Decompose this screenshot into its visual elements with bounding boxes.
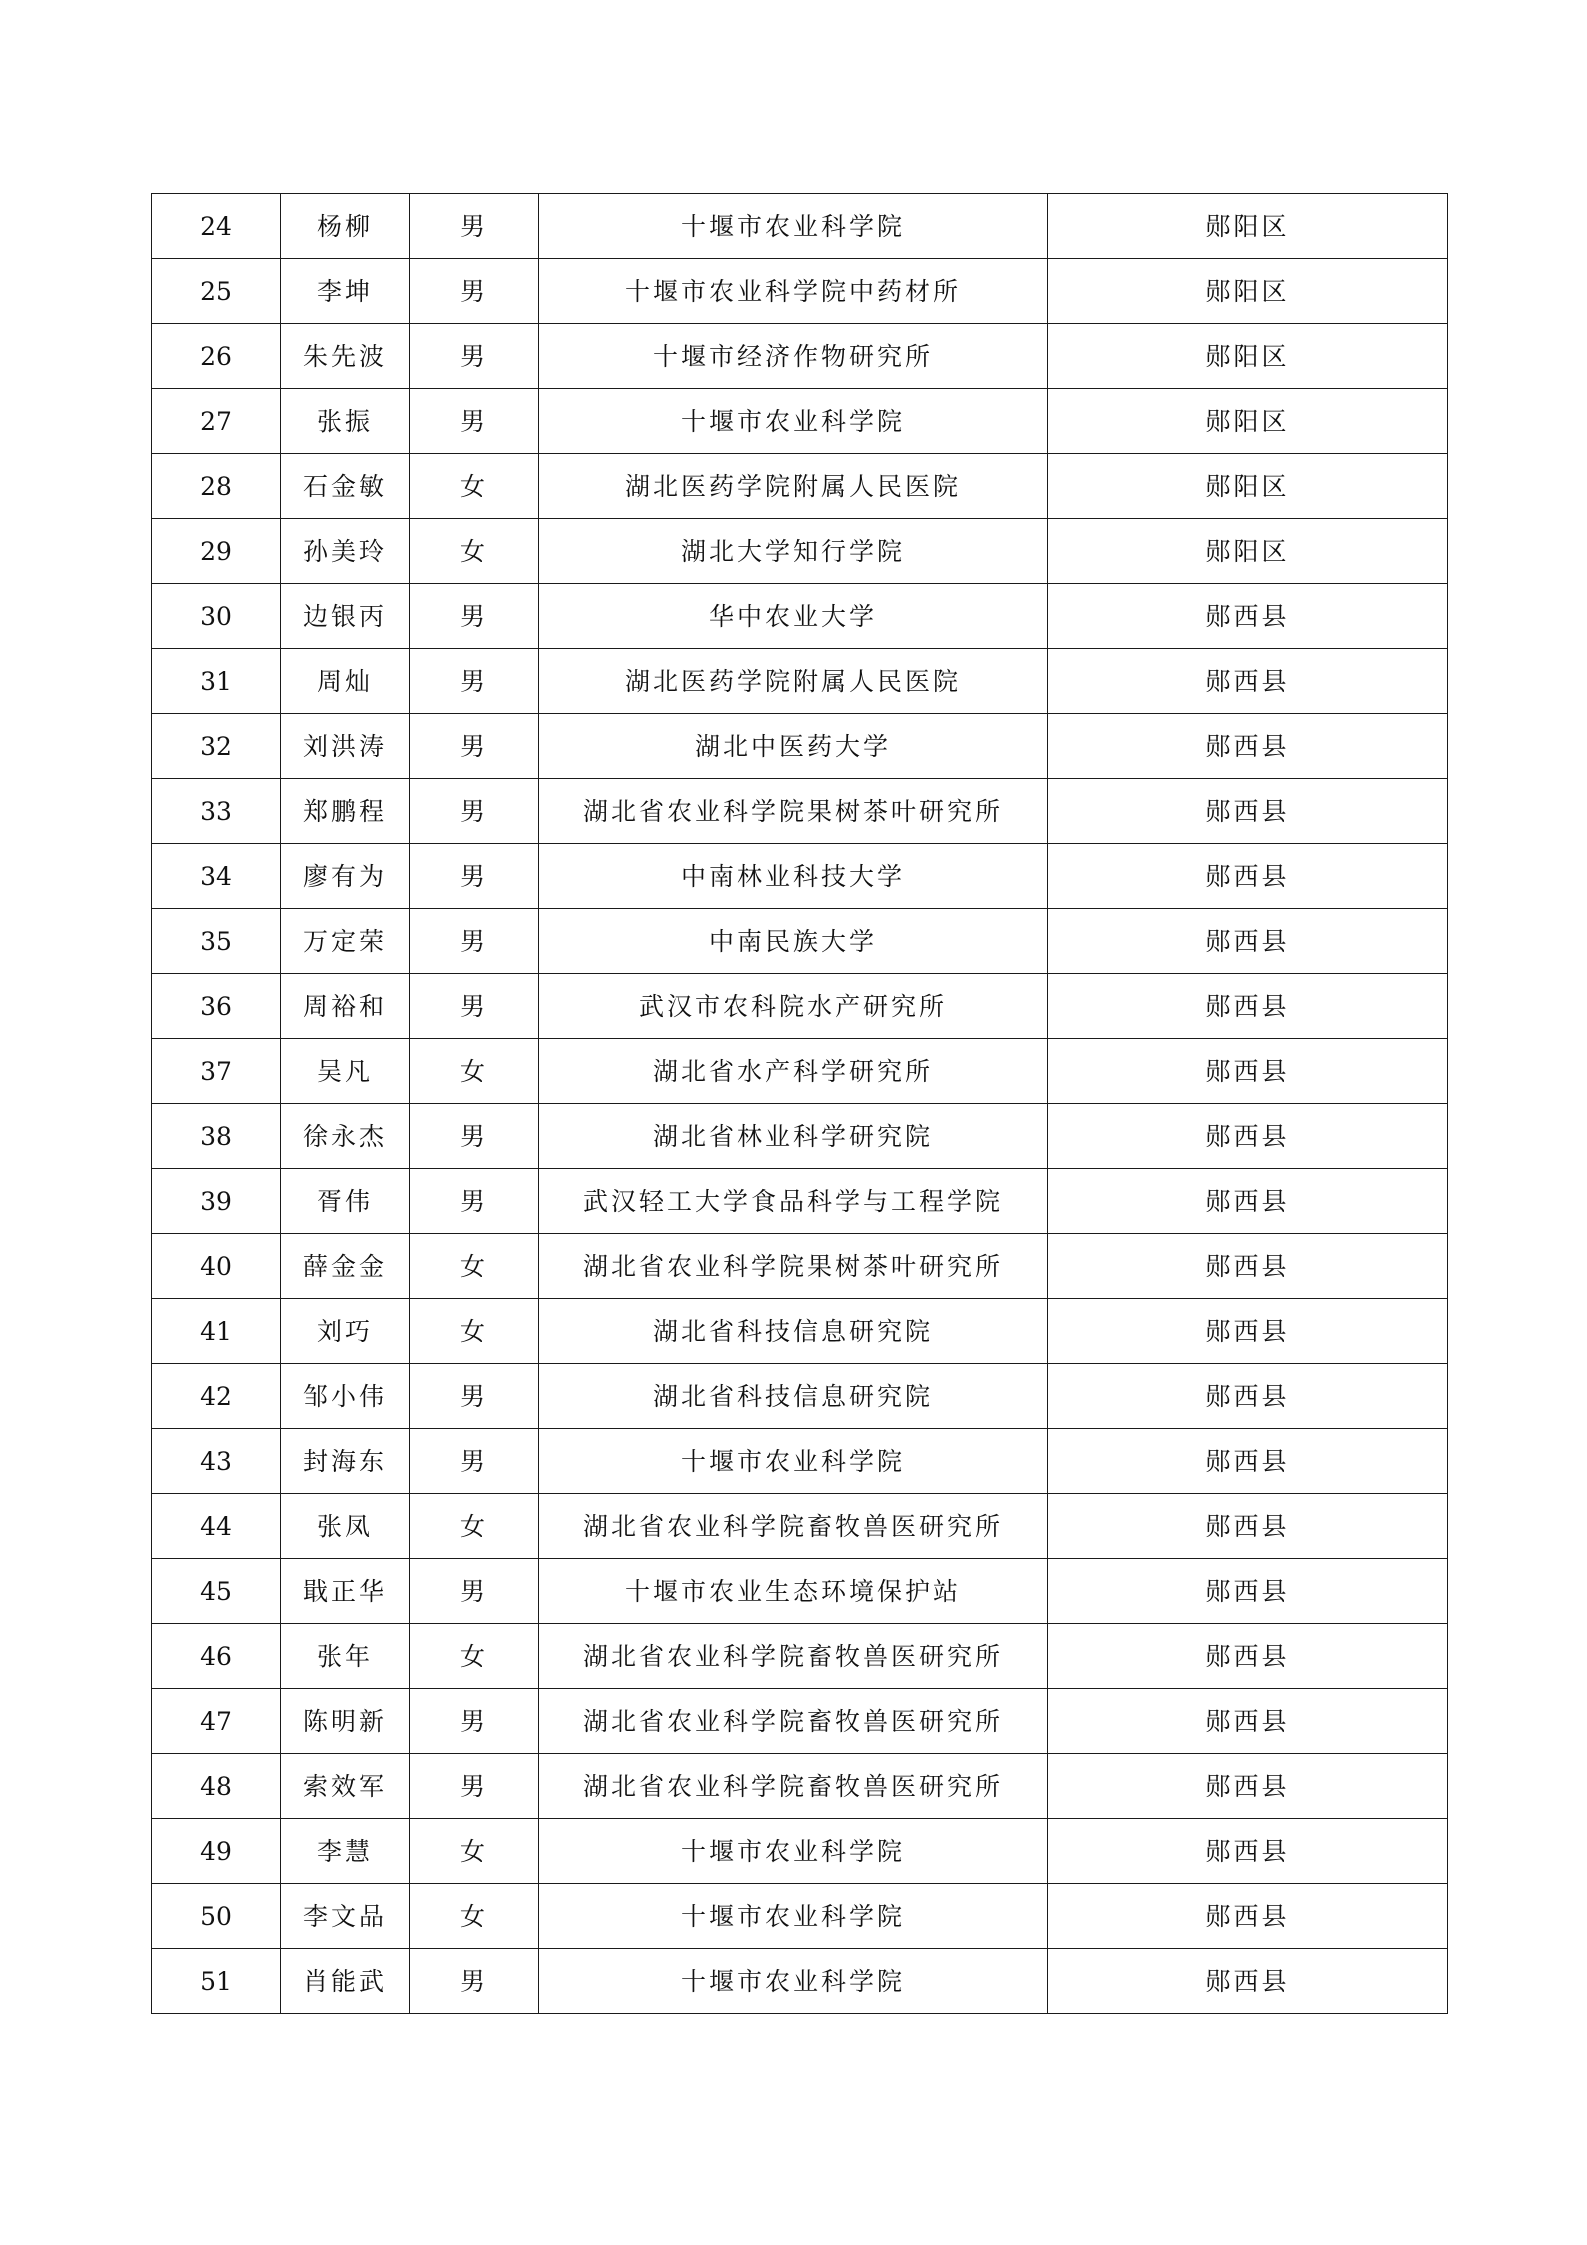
organization-cell: 十堰市农业生态环境保护站 xyxy=(539,1559,1048,1624)
area-cell: 郧西县 xyxy=(1048,1169,1448,1234)
row-number-cell: 35 xyxy=(152,909,281,974)
name-cell: 边银丙 xyxy=(281,584,410,649)
gender-cell: 男 xyxy=(410,1559,539,1624)
name-cell: 薛金金 xyxy=(281,1234,410,1299)
gender-cell: 男 xyxy=(410,194,539,259)
gender-cell: 男 xyxy=(410,1364,539,1429)
table-row xyxy=(152,1299,1448,1364)
table-row xyxy=(152,1039,1448,1104)
name-cell: 杨柳 xyxy=(281,194,410,259)
row-number-cell: 39 xyxy=(152,1169,281,1234)
organization-cell: 湖北省农业科学院畜牧兽医研究所 xyxy=(539,1689,1048,1754)
gender-cell: 男 xyxy=(410,1169,539,1234)
organization-cell: 中南林业科技大学 xyxy=(539,844,1048,909)
table-row xyxy=(152,454,1448,519)
row-number-cell: 33 xyxy=(152,779,281,844)
area-cell: 郧西县 xyxy=(1048,714,1448,779)
row-number-cell: 41 xyxy=(152,1299,281,1364)
area-cell: 郧西县 xyxy=(1048,779,1448,844)
area-cell: 郧西县 xyxy=(1048,1624,1448,1689)
area-cell: 郧西县 xyxy=(1048,1234,1448,1299)
area-cell: 郧西县 xyxy=(1048,1949,1448,2014)
table-row xyxy=(152,1104,1448,1169)
name-cell: 刘洪涛 xyxy=(281,714,410,779)
area-cell: 郧西县 xyxy=(1048,909,1448,974)
area-cell: 郧西县 xyxy=(1048,1819,1448,1884)
name-cell: 李文品 xyxy=(281,1884,410,1949)
organization-cell: 武汉市农科院水产研究所 xyxy=(539,974,1048,1039)
organization-cell: 湖北医药学院附属人民医院 xyxy=(539,649,1048,714)
gender-cell: 男 xyxy=(410,324,539,389)
organization-cell: 湖北省水产科学研究所 xyxy=(539,1039,1048,1104)
organization-cell: 华中农业大学 xyxy=(539,584,1048,649)
area-cell: 郧西县 xyxy=(1048,1104,1448,1169)
gender-cell: 女 xyxy=(410,1039,539,1104)
table-row xyxy=(152,324,1448,389)
gender-cell: 女 xyxy=(410,1494,539,1559)
area-cell: 郧西县 xyxy=(1048,1039,1448,1104)
gender-cell: 男 xyxy=(410,259,539,324)
name-cell: 吴凡 xyxy=(281,1039,410,1104)
organization-cell: 湖北中医药大学 xyxy=(539,714,1048,779)
name-cell: 刘巧 xyxy=(281,1299,410,1364)
organization-cell: 湖北省科技信息研究院 xyxy=(539,1299,1048,1364)
area-cell: 郧阳区 xyxy=(1048,324,1448,389)
table-row xyxy=(152,1559,1448,1624)
gender-cell: 女 xyxy=(410,1884,539,1949)
organization-cell: 湖北省农业科学院畜牧兽医研究所 xyxy=(539,1754,1048,1819)
gender-cell: 女 xyxy=(410,1234,539,1299)
row-number-cell: 26 xyxy=(152,324,281,389)
organization-cell: 十堰市经济作物研究所 xyxy=(539,324,1048,389)
table-row xyxy=(152,779,1448,844)
gender-cell: 男 xyxy=(410,649,539,714)
organization-cell: 湖北省农业科学院畜牧兽医研究所 xyxy=(539,1494,1048,1559)
row-number-cell: 46 xyxy=(152,1624,281,1689)
row-number-cell: 30 xyxy=(152,584,281,649)
area-cell: 郧西县 xyxy=(1048,1494,1448,1559)
row-number-cell: 24 xyxy=(152,194,281,259)
table-row xyxy=(152,1169,1448,1234)
name-cell: 张凤 xyxy=(281,1494,410,1559)
row-number-cell: 45 xyxy=(152,1559,281,1624)
table-row xyxy=(152,1494,1448,1559)
name-cell: 孙美玲 xyxy=(281,519,410,584)
row-number-cell: 37 xyxy=(152,1039,281,1104)
row-number-cell: 29 xyxy=(152,519,281,584)
row-number-cell: 48 xyxy=(152,1754,281,1819)
name-cell: 张振 xyxy=(281,389,410,454)
gender-cell: 男 xyxy=(410,1104,539,1169)
area-cell: 郧西县 xyxy=(1048,649,1448,714)
organization-cell: 十堰市农业科学院 xyxy=(539,1884,1048,1949)
name-cell: 朱先波 xyxy=(281,324,410,389)
name-cell: 张年 xyxy=(281,1624,410,1689)
name-cell: 陈明新 xyxy=(281,1689,410,1754)
row-number-cell: 34 xyxy=(152,844,281,909)
area-cell: 郧西县 xyxy=(1048,584,1448,649)
row-number-cell: 42 xyxy=(152,1364,281,1429)
row-number-cell: 32 xyxy=(152,714,281,779)
area-cell: 郧西县 xyxy=(1048,1559,1448,1624)
organization-cell: 湖北大学知行学院 xyxy=(539,519,1048,584)
gender-cell: 男 xyxy=(410,584,539,649)
name-cell: 李坤 xyxy=(281,259,410,324)
gender-cell: 男 xyxy=(410,1949,539,2014)
name-cell: 石金敏 xyxy=(281,454,410,519)
row-number-cell: 49 xyxy=(152,1819,281,1884)
table-row xyxy=(152,714,1448,779)
table-row xyxy=(152,1364,1448,1429)
organization-cell: 湖北省科技信息研究院 xyxy=(539,1364,1048,1429)
row-number-cell: 40 xyxy=(152,1234,281,1299)
organization-cell: 中南民族大学 xyxy=(539,909,1048,974)
name-cell: 肖能武 xyxy=(281,1949,410,2014)
name-cell: 郑鹏程 xyxy=(281,779,410,844)
gender-cell: 女 xyxy=(410,1624,539,1689)
row-number-cell: 28 xyxy=(152,454,281,519)
organization-cell: 湖北医药学院附属人民医院 xyxy=(539,454,1048,519)
area-cell: 郧西县 xyxy=(1048,1754,1448,1819)
name-cell: 戢正华 xyxy=(281,1559,410,1624)
area-cell: 郧阳区 xyxy=(1048,194,1448,259)
organization-cell: 湖北省林业科学研究院 xyxy=(539,1104,1048,1169)
row-number-cell: 27 xyxy=(152,389,281,454)
table-row xyxy=(152,909,1448,974)
organization-cell: 十堰市农业科学院 xyxy=(539,1429,1048,1494)
gender-cell: 男 xyxy=(410,1754,539,1819)
gender-cell: 男 xyxy=(410,714,539,779)
organization-cell: 十堰市农业科学院 xyxy=(539,1819,1048,1884)
table-row xyxy=(152,389,1448,454)
area-cell: 郧西县 xyxy=(1048,974,1448,1039)
name-cell: 廖有为 xyxy=(281,844,410,909)
row-number-cell: 38 xyxy=(152,1104,281,1169)
row-number-cell: 31 xyxy=(152,649,281,714)
gender-cell: 男 xyxy=(410,389,539,454)
organization-cell: 湖北省农业科学院果树茶叶研究所 xyxy=(539,779,1048,844)
name-cell: 胥伟 xyxy=(281,1169,410,1234)
area-cell: 郧阳区 xyxy=(1048,454,1448,519)
gender-cell: 女 xyxy=(410,519,539,584)
gender-cell: 男 xyxy=(410,909,539,974)
gender-cell: 男 xyxy=(410,1689,539,1754)
table-row xyxy=(152,259,1448,324)
row-number-cell: 25 xyxy=(152,259,281,324)
area-cell: 郧西县 xyxy=(1048,1884,1448,1949)
gender-cell: 男 xyxy=(410,974,539,1039)
name-cell: 封海东 xyxy=(281,1429,410,1494)
table-row xyxy=(152,194,1448,259)
row-number-cell: 36 xyxy=(152,974,281,1039)
table-row xyxy=(152,1624,1448,1689)
name-cell: 邹小伟 xyxy=(281,1364,410,1429)
gender-cell: 男 xyxy=(410,779,539,844)
table-row xyxy=(152,519,1448,584)
organization-cell: 十堰市农业科学院 xyxy=(539,1949,1048,2014)
gender-cell: 女 xyxy=(410,454,539,519)
name-cell: 周裕和 xyxy=(281,974,410,1039)
table-row xyxy=(152,1689,1448,1754)
row-number-cell: 47 xyxy=(152,1689,281,1754)
roster-table-body xyxy=(152,194,1448,2014)
area-cell: 郧西县 xyxy=(1048,1689,1448,1754)
organization-cell: 武汉轻工大学食品科学与工程学院 xyxy=(539,1169,1048,1234)
name-cell: 徐永杰 xyxy=(281,1104,410,1169)
row-number-cell: 51 xyxy=(152,1949,281,2014)
gender-cell: 女 xyxy=(410,1819,539,1884)
gender-cell: 女 xyxy=(410,1299,539,1364)
table-row xyxy=(152,844,1448,909)
table-row xyxy=(152,584,1448,649)
name-cell: 周灿 xyxy=(281,649,410,714)
name-cell: 李慧 xyxy=(281,1819,410,1884)
area-cell: 郧西县 xyxy=(1048,1299,1448,1364)
organization-cell: 十堰市农业科学院 xyxy=(539,389,1048,454)
organization-cell: 湖北省农业科学院果树茶叶研究所 xyxy=(539,1234,1048,1299)
row-number-cell: 50 xyxy=(152,1884,281,1949)
table-row xyxy=(152,1819,1448,1884)
table-row xyxy=(152,974,1448,1039)
area-cell: 郧西县 xyxy=(1048,844,1448,909)
organization-cell: 湖北省农业科学院畜牧兽医研究所 xyxy=(539,1624,1048,1689)
area-cell: 郧西县 xyxy=(1048,1429,1448,1494)
expert-roster-table xyxy=(151,193,1448,2014)
area-cell: 郧西县 xyxy=(1048,1364,1448,1429)
area-cell: 郧阳区 xyxy=(1048,519,1448,584)
area-cell: 郧阳区 xyxy=(1048,259,1448,324)
table-row xyxy=(152,1884,1448,1949)
area-cell: 郧阳区 xyxy=(1048,389,1448,454)
gender-cell: 男 xyxy=(410,1429,539,1494)
name-cell: 索效军 xyxy=(281,1754,410,1819)
name-cell: 万定荣 xyxy=(281,909,410,974)
row-number-cell: 44 xyxy=(152,1494,281,1559)
table-row xyxy=(152,649,1448,714)
organization-cell: 十堰市农业科学院 xyxy=(539,194,1048,259)
table-row xyxy=(152,1429,1448,1494)
organization-cell: 十堰市农业科学院中药材所 xyxy=(539,259,1048,324)
table-row xyxy=(152,1234,1448,1299)
row-number-cell: 43 xyxy=(152,1429,281,1494)
table-row xyxy=(152,1754,1448,1819)
table-row xyxy=(152,1949,1448,2014)
gender-cell: 男 xyxy=(410,844,539,909)
